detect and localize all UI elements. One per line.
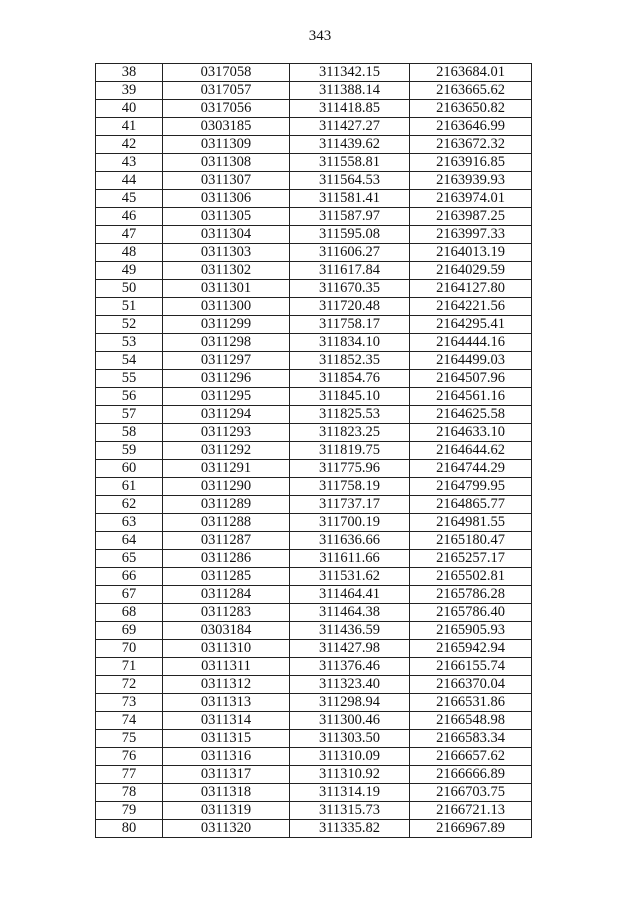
point-id-cell: 0311307 (163, 172, 290, 190)
table-row (96, 478, 532, 496)
point-id-cell: 0311293 (163, 424, 290, 442)
table-row (96, 748, 532, 766)
table-row (96, 64, 532, 82)
x-coordinate-cell: 311823.25 (290, 424, 410, 442)
y-coordinate-cell: 2163646.99 (410, 118, 532, 136)
point-id-cell: 0303185 (163, 118, 290, 136)
row-number-cell: 64 (96, 532, 163, 550)
row-number-cell: 47 (96, 226, 163, 244)
x-coordinate-cell: 311845.10 (290, 388, 410, 406)
table-row (96, 622, 532, 640)
point-id-cell: 0311319 (163, 802, 290, 820)
x-coordinate-cell: 311700.19 (290, 514, 410, 532)
point-id-cell: 0311285 (163, 568, 290, 586)
x-coordinate-cell: 311531.62 (290, 568, 410, 586)
x-coordinate-cell: 311758.17 (290, 316, 410, 334)
y-coordinate-cell: 2166370.04 (410, 676, 532, 694)
row-number-cell: 74 (96, 712, 163, 730)
y-coordinate-cell: 2166666.89 (410, 766, 532, 784)
y-coordinate-cell: 2164499.03 (410, 352, 532, 370)
x-coordinate-cell: 311611.66 (290, 550, 410, 568)
table-row (96, 496, 532, 514)
y-coordinate-cell: 2163997.33 (410, 226, 532, 244)
row-number-cell: 69 (96, 622, 163, 640)
point-id-cell: 0311303 (163, 244, 290, 262)
point-id-cell: 0311295 (163, 388, 290, 406)
point-id-cell: 0311290 (163, 478, 290, 496)
table-row (96, 136, 532, 154)
y-coordinate-cell: 2166657.62 (410, 748, 532, 766)
table-row (96, 550, 532, 568)
row-number-cell: 71 (96, 658, 163, 676)
row-number-cell: 57 (96, 406, 163, 424)
x-coordinate-cell: 311310.09 (290, 748, 410, 766)
table-row (96, 244, 532, 262)
point-id-cell: 0311283 (163, 604, 290, 622)
x-coordinate-cell: 311376.46 (290, 658, 410, 676)
y-coordinate-cell: 2165942.94 (410, 640, 532, 658)
y-coordinate-cell: 2164625.58 (410, 406, 532, 424)
row-number-cell: 72 (96, 676, 163, 694)
table-row (96, 640, 532, 658)
y-coordinate-cell: 2166548.98 (410, 712, 532, 730)
x-coordinate-cell: 311335.82 (290, 820, 410, 838)
point-id-cell: 0311297 (163, 352, 290, 370)
table-row (96, 784, 532, 802)
point-id-cell: 0303184 (163, 622, 290, 640)
row-number-cell: 39 (96, 82, 163, 100)
x-coordinate-cell: 311854.76 (290, 370, 410, 388)
row-number-cell: 46 (96, 208, 163, 226)
y-coordinate-cell: 2163684.01 (410, 64, 532, 82)
x-coordinate-cell: 311315.73 (290, 802, 410, 820)
point-id-cell: 0317057 (163, 82, 290, 100)
row-number-cell: 52 (96, 316, 163, 334)
table-row (96, 208, 532, 226)
table-row (96, 388, 532, 406)
y-coordinate-cell: 2164444.16 (410, 334, 532, 352)
row-number-cell: 58 (96, 424, 163, 442)
y-coordinate-cell: 2166721.13 (410, 802, 532, 820)
row-number-cell: 41 (96, 118, 163, 136)
x-coordinate-cell: 311558.81 (290, 154, 410, 172)
y-coordinate-cell: 2164013.19 (410, 244, 532, 262)
table-row (96, 406, 532, 424)
x-coordinate-cell: 311737.17 (290, 496, 410, 514)
point-id-cell: 0311291 (163, 460, 290, 478)
y-coordinate-cell: 2164561.16 (410, 388, 532, 406)
row-number-cell: 61 (96, 478, 163, 496)
table-row (96, 262, 532, 280)
point-id-cell: 0311288 (163, 514, 290, 532)
table-row (96, 604, 532, 622)
table-row (96, 586, 532, 604)
row-number-cell: 62 (96, 496, 163, 514)
table-row (96, 226, 532, 244)
y-coordinate-cell: 2166155.74 (410, 658, 532, 676)
row-number-cell: 40 (96, 100, 163, 118)
point-id-cell: 0311312 (163, 676, 290, 694)
y-coordinate-cell: 2166703.75 (410, 784, 532, 802)
x-coordinate-cell: 311342.15 (290, 64, 410, 82)
point-id-cell: 0311311 (163, 658, 290, 676)
y-coordinate-cell: 2163939.93 (410, 172, 532, 190)
y-coordinate-cell: 2165786.40 (410, 604, 532, 622)
y-coordinate-cell: 2163665.62 (410, 82, 532, 100)
table-row (96, 100, 532, 118)
point-id-cell: 0311306 (163, 190, 290, 208)
point-id-cell: 0311318 (163, 784, 290, 802)
y-coordinate-cell: 2165786.28 (410, 586, 532, 604)
x-coordinate-cell: 311436.59 (290, 622, 410, 640)
table-row (96, 802, 532, 820)
row-number-cell: 53 (96, 334, 163, 352)
y-coordinate-cell: 2163974.01 (410, 190, 532, 208)
x-coordinate-cell: 311606.27 (290, 244, 410, 262)
point-id-cell: 0311309 (163, 136, 290, 154)
point-id-cell: 0317056 (163, 100, 290, 118)
row-number-cell: 66 (96, 568, 163, 586)
table-row (96, 820, 532, 838)
x-coordinate-cell: 311310.92 (290, 766, 410, 784)
row-number-cell: 45 (96, 190, 163, 208)
x-coordinate-cell: 311775.96 (290, 460, 410, 478)
table-row (96, 154, 532, 172)
y-coordinate-cell: 2164295.41 (410, 316, 532, 334)
x-coordinate-cell: 311617.84 (290, 262, 410, 280)
point-id-cell: 0311314 (163, 712, 290, 730)
table-row (96, 280, 532, 298)
point-id-cell: 0311300 (163, 298, 290, 316)
row-number-cell: 42 (96, 136, 163, 154)
x-coordinate-cell: 311418.85 (290, 100, 410, 118)
row-number-cell: 43 (96, 154, 163, 172)
y-coordinate-cell: 2165502.81 (410, 568, 532, 586)
table-row (96, 298, 532, 316)
x-coordinate-cell: 311439.62 (290, 136, 410, 154)
table-body (96, 64, 532, 838)
x-coordinate-cell: 311388.14 (290, 82, 410, 100)
row-number-cell: 51 (96, 298, 163, 316)
row-number-cell: 56 (96, 388, 163, 406)
row-number-cell: 48 (96, 244, 163, 262)
row-number-cell: 49 (96, 262, 163, 280)
x-coordinate-cell: 311819.75 (290, 442, 410, 460)
row-number-cell: 68 (96, 604, 163, 622)
table-row (96, 532, 532, 550)
x-coordinate-cell: 311323.40 (290, 676, 410, 694)
point-id-cell: 0311286 (163, 550, 290, 568)
row-number-cell: 60 (96, 460, 163, 478)
x-coordinate-cell: 311298.94 (290, 694, 410, 712)
point-id-cell: 0311317 (163, 766, 290, 784)
table-row (96, 334, 532, 352)
x-coordinate-cell: 311427.98 (290, 640, 410, 658)
x-coordinate-cell: 311587.97 (290, 208, 410, 226)
point-id-cell: 0311284 (163, 586, 290, 604)
row-number-cell: 55 (96, 370, 163, 388)
point-id-cell: 0311320 (163, 820, 290, 838)
row-number-cell: 73 (96, 694, 163, 712)
row-number-cell: 79 (96, 802, 163, 820)
table-row (96, 172, 532, 190)
page-number: 343 (308, 28, 332, 44)
y-coordinate-cell: 2166583.34 (410, 730, 532, 748)
table-row (96, 82, 532, 100)
x-coordinate-cell: 311314.19 (290, 784, 410, 802)
row-number-cell: 76 (96, 748, 163, 766)
table-row (96, 730, 532, 748)
point-id-cell: 0317058 (163, 64, 290, 82)
row-number-cell: 67 (96, 586, 163, 604)
y-coordinate-cell: 2164981.55 (410, 514, 532, 532)
table-row (96, 658, 532, 676)
point-id-cell: 0311315 (163, 730, 290, 748)
table-row (96, 676, 532, 694)
y-coordinate-cell: 2163987.25 (410, 208, 532, 226)
x-coordinate-cell: 311300.46 (290, 712, 410, 730)
point-id-cell: 0311289 (163, 496, 290, 514)
y-coordinate-cell: 2163672.32 (410, 136, 532, 154)
point-id-cell: 0311313 (163, 694, 290, 712)
x-coordinate-cell: 311852.35 (290, 352, 410, 370)
y-coordinate-cell: 2165180.47 (410, 532, 532, 550)
point-id-cell: 0311299 (163, 316, 290, 334)
y-coordinate-cell: 2163650.82 (410, 100, 532, 118)
table-row (96, 766, 532, 784)
y-coordinate-cell: 2164744.29 (410, 460, 532, 478)
point-id-cell: 0311316 (163, 748, 290, 766)
row-number-cell: 50 (96, 280, 163, 298)
row-number-cell: 70 (96, 640, 163, 658)
x-coordinate-cell: 311670.35 (290, 280, 410, 298)
x-coordinate-cell: 311464.38 (290, 604, 410, 622)
y-coordinate-cell: 2164799.95 (410, 478, 532, 496)
point-id-cell: 0311298 (163, 334, 290, 352)
point-id-cell: 0311304 (163, 226, 290, 244)
point-id-cell: 0311305 (163, 208, 290, 226)
row-number-cell: 38 (96, 64, 163, 82)
row-number-cell: 78 (96, 784, 163, 802)
y-coordinate-cell: 2164507.96 (410, 370, 532, 388)
x-coordinate-cell: 311464.41 (290, 586, 410, 604)
row-number-cell: 44 (96, 172, 163, 190)
table-row (96, 370, 532, 388)
table-row (96, 694, 532, 712)
y-coordinate-cell: 2164865.77 (410, 496, 532, 514)
row-number-cell: 65 (96, 550, 163, 568)
x-coordinate-cell: 311564.53 (290, 172, 410, 190)
point-id-cell: 0311302 (163, 262, 290, 280)
x-coordinate-cell: 311636.66 (290, 532, 410, 550)
y-coordinate-cell: 2163916.85 (410, 154, 532, 172)
row-number-cell: 80 (96, 820, 163, 838)
table-row (96, 352, 532, 370)
table-row (96, 118, 532, 136)
row-number-cell: 77 (96, 766, 163, 784)
x-coordinate-cell: 311427.27 (290, 118, 410, 136)
point-id-cell: 0311301 (163, 280, 290, 298)
row-number-cell: 75 (96, 730, 163, 748)
y-coordinate-cell: 2166531.86 (410, 694, 532, 712)
point-id-cell: 0311310 (163, 640, 290, 658)
x-coordinate-cell: 311720.48 (290, 298, 410, 316)
point-id-cell: 0311294 (163, 406, 290, 424)
point-id-cell: 0311287 (163, 532, 290, 550)
table-row (96, 568, 532, 586)
table-row (96, 442, 532, 460)
table-row (96, 514, 532, 532)
row-number-cell: 59 (96, 442, 163, 460)
point-id-cell: 0311296 (163, 370, 290, 388)
point-id-cell: 0311308 (163, 154, 290, 172)
x-coordinate-cell: 311834.10 (290, 334, 410, 352)
y-coordinate-cell: 2164633.10 (410, 424, 532, 442)
x-coordinate-cell: 311825.53 (290, 406, 410, 424)
row-number-cell: 63 (96, 514, 163, 532)
y-coordinate-cell: 2164221.56 (410, 298, 532, 316)
table-row (96, 190, 532, 208)
y-coordinate-cell: 2165905.93 (410, 622, 532, 640)
y-coordinate-cell: 2164127.80 (410, 280, 532, 298)
x-coordinate-cell: 311581.41 (290, 190, 410, 208)
x-coordinate-cell: 311595.08 (290, 226, 410, 244)
row-number-cell: 54 (96, 352, 163, 370)
table-row (96, 424, 532, 442)
x-coordinate-cell: 311303.50 (290, 730, 410, 748)
table-row (96, 712, 532, 730)
table-row (96, 460, 532, 478)
x-coordinate-cell: 311758.19 (290, 478, 410, 496)
y-coordinate-cell: 2165257.17 (410, 550, 532, 568)
y-coordinate-cell: 2164029.59 (410, 262, 532, 280)
y-coordinate-cell: 2166967.89 (410, 820, 532, 838)
table-row (96, 316, 532, 334)
y-coordinate-cell: 2164644.62 (410, 442, 532, 460)
coordinates-table (95, 63, 532, 838)
point-id-cell: 0311292 (163, 442, 290, 460)
